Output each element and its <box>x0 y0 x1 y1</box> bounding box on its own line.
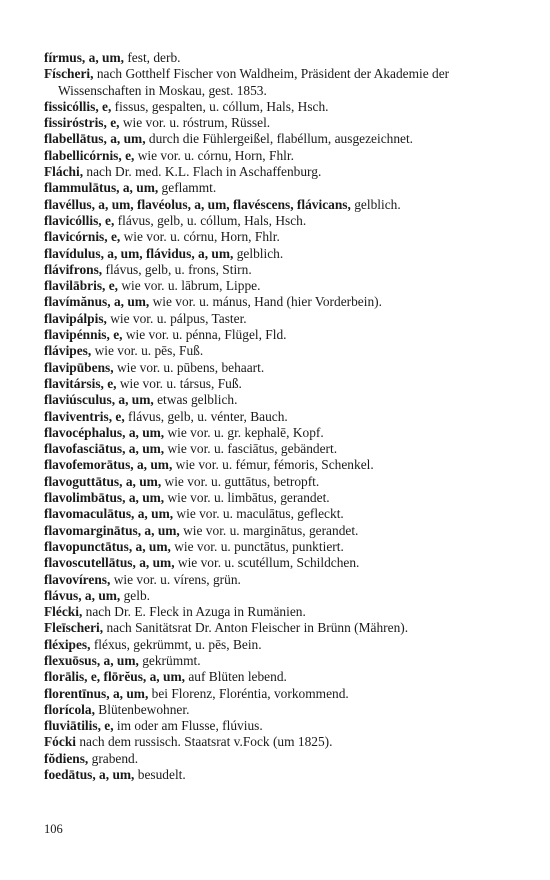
entry-headword: fírmus, a, um, <box>44 50 124 65</box>
dictionary-entry <box>44 131 514 147</box>
dictionary-entry <box>44 392 514 408</box>
dictionary-entry <box>44 180 514 196</box>
dictionary-entry <box>44 506 514 522</box>
entry-definition: wie vor. u. córnu, Horn, Fhlr. <box>120 229 280 245</box>
dictionary-entry <box>44 539 514 555</box>
entry-definition: wie vor. u. pálpus, Taster. <box>106 310 247 326</box>
entry-definition: fissus, gespalten, u. cóllum, Hals, Hsch. <box>111 98 329 114</box>
entry-definition: wie vor. u. fasciātus, gebändert. <box>164 441 338 457</box>
entry-headword: flavipūbens, <box>44 359 114 375</box>
entry-definition: nach dem russisch. Staatsrat v.Fock (um 1825). <box>76 734 333 750</box>
entry-headword: flavoguttātus, a, um, <box>44 473 162 489</box>
entry-headword: fissiróstris, e, <box>44 115 120 131</box>
entry-headword: flávipes, <box>44 343 92 359</box>
entry-headword: fléxipes, <box>44 636 91 652</box>
entry-headword: flavilābris, e, <box>44 278 119 294</box>
entry-definition: wie vor. u. punctātus, punktiert. <box>170 538 344 554</box>
dictionary-entry <box>44 115 514 131</box>
entry-definition: wie vor. u. vírens, grün. <box>110 571 241 587</box>
dictionary-entry <box>44 637 514 653</box>
dictionary-entry <box>44 360 514 376</box>
entry-headword: fissicóllis, e, <box>44 98 112 114</box>
entry-headword: Flécki, <box>44 604 83 620</box>
dictionary-entry <box>44 50 514 66</box>
dictionary-entry <box>44 327 514 343</box>
entry-headword: florentīnus, a, um, <box>44 685 149 701</box>
entry-headword: flavicórnis, e, <box>44 229 121 245</box>
entry-definition: wie vor. u. marginātus, gerandet. <box>179 522 359 538</box>
entry-definition: grabend. <box>88 750 139 766</box>
entry-definition: wie vor. u. fémur, fémoris, Schenkel. <box>172 457 374 473</box>
entry-headword: Físcheri, <box>44 66 94 82</box>
dictionary-entry <box>44 262 514 278</box>
entry-headword: florālis, e, flōrĕus, a, um, <box>44 669 185 685</box>
entry-definition: nach Dr. med. K.L. Flach in Aschaffenburg. <box>83 164 322 180</box>
dictionary-entry <box>44 343 514 359</box>
entry-definition: gekrümmt. <box>138 652 201 668</box>
dictionary-entry <box>44 425 514 441</box>
entry-headword: flaviúsculus, a, um, <box>44 392 154 408</box>
dictionary-entry <box>44 474 514 490</box>
dictionary-entry <box>44 457 514 473</box>
entry-headword: fluviātilis, e, <box>44 718 114 734</box>
dictionary-entry <box>44 686 514 702</box>
dictionary-entry <box>44 376 514 392</box>
dictionary-entry <box>44 555 514 571</box>
entry-definition: wie vor. u. társus, Fuß. <box>116 375 242 391</box>
entry-headword: flavitársis, e, <box>44 375 117 391</box>
entry-headword: flavofemorātus, a, um, <box>44 457 173 473</box>
entry-definition: durch die Fühlergeißel, flabéllum, ausgezeichnet. <box>145 131 414 147</box>
dictionary-entry <box>44 653 514 669</box>
entry-headword: Fláchi, <box>44 164 84 180</box>
dictionary-entry <box>44 669 514 685</box>
dictionary-entry <box>44 588 514 604</box>
dictionary-entry <box>44 294 514 310</box>
entry-headword: fŏdiens, <box>44 750 89 766</box>
entry-definition: wie vor. u. pēs, Fuß. <box>91 343 204 359</box>
entry-headword: flabellicórnis, e, <box>44 147 135 163</box>
dictionary-entry <box>44 751 514 767</box>
entry-definition: gelb. <box>120 587 151 603</box>
entry-headword: flavicóllis, e, <box>44 212 115 228</box>
dictionary-entry <box>44 164 514 180</box>
entry-definition: flávus, gelb, u. cóllum, Hals, Hsch. <box>114 212 307 228</box>
entry-headword: flávus, a, um, <box>44 587 121 603</box>
entry-headword: flavomaculātus, a, um, <box>44 506 174 522</box>
dictionary-entry <box>44 246 514 262</box>
entry-definition: wie vor. u. limbātus, gerandet. <box>164 490 330 506</box>
entry-definition: fest, derb. <box>123 50 181 65</box>
entry-headword: flavopunctātus, a, um, <box>44 538 171 554</box>
entry-definition: nach Sanitätsrat Dr. Anton Fleischer in Brünn (Mähren). <box>103 620 409 636</box>
entry-definition: etwas gelblich. <box>153 392 238 408</box>
entry-definition: im oder am Flusse, flúvius. <box>113 718 263 734</box>
entry-headword: flavéllus, a, um, flavéolus, a, um, flavéscens, flávicans, <box>44 196 351 212</box>
entry-definition: wie vor. u. pūbens, behaart. <box>113 359 265 375</box>
entry-definition: nach Gotthelf Fischer von Waldheim, Präsident der Akademie der Wissenschaften in Moskau, gest. 1853. <box>58 66 450 98</box>
dictionary-entry <box>44 620 514 636</box>
entry-headword: flaviventris, e, <box>44 408 125 424</box>
entry-list <box>44 50 514 783</box>
entry-definition: auf Blüten lebend. <box>184 669 287 685</box>
dictionary-entry <box>44 99 514 115</box>
dictionary-entry <box>44 213 514 229</box>
entry-headword: flavovírens, <box>44 571 111 587</box>
dictionary-entry <box>44 409 514 425</box>
dictionary-entry <box>44 702 514 718</box>
dictionary-entry <box>44 572 514 588</box>
entry-headword: flavocéphalus, a, um, <box>44 424 165 440</box>
entry-headword: flavipénnis, e, <box>44 327 123 343</box>
dictionary-entry <box>44 229 514 245</box>
entry-definition: gelblich. <box>233 245 284 261</box>
entry-headword: flabellātus, a, um, <box>44 131 146 147</box>
entry-definition: wie vor. u. guttātus, betropft. <box>161 473 320 489</box>
entry-definition: wie vor. u. gr. kephalē, Kopf. <box>164 424 324 440</box>
entry-definition: wie vor. u. scutéllum, Schildchen. <box>174 555 360 571</box>
page-number: 106 <box>44 822 63 836</box>
dictionary-entry <box>44 523 514 539</box>
dictionary-entry <box>44 604 514 620</box>
entry-headword: flavoscutellātus, a, um, <box>44 555 175 571</box>
entry-headword: flavofasciātus, a, um, <box>44 441 165 457</box>
entry-definition: Blütenbewohner. <box>94 701 190 717</box>
dictionary-entry <box>44 718 514 734</box>
entry-headword: flavomarginātus, a, um, <box>44 522 180 538</box>
dictionary-entry <box>44 311 514 327</box>
entry-definition: wie vor. u. maculātus, gefleckt. <box>173 506 344 522</box>
entry-definition: wie vor. u. córnu, Horn, Fhlr. <box>134 147 294 163</box>
entry-definition: wie vor. u. lābrum, Lippe. <box>118 278 261 294</box>
entry-headword: flavídulus, a, um, flávidus, a, um, <box>44 245 234 261</box>
entry-definition: nach Dr. E. Fleck in Azuga in Rumänien. <box>82 604 306 620</box>
dictionary-entry <box>44 197 514 213</box>
entry-headword: flammulātus, a, um, <box>44 180 159 196</box>
entry-headword: Fócki <box>44 734 76 750</box>
entry-headword: florícola, <box>44 701 95 717</box>
entry-headword: flavolimbātus, a, um, <box>44 490 165 506</box>
dictionary-entry <box>44 66 514 99</box>
entry-headword: flexuōsus, a, um, <box>44 652 139 668</box>
dictionary-entry <box>44 148 514 164</box>
entry-definition: gelblich. <box>350 196 401 212</box>
entry-headword: foedātus, a, um, <box>44 767 135 783</box>
entry-definition: flávus, gelb, u. vénter, Bauch. <box>124 408 288 424</box>
dictionary-entry <box>44 767 514 783</box>
entry-headword: Fleīscheri, <box>44 620 104 636</box>
entry-headword: flavímănus, a, um, <box>44 294 150 310</box>
dictionary-entry <box>44 441 514 457</box>
entry-definition: wie vor. u. mánus, Hand (hier Vorderbein). <box>149 294 382 310</box>
entry-definition: geflammt. <box>158 180 217 196</box>
dictionary-entry <box>44 734 514 750</box>
entry-headword: flavipálpis, <box>44 310 107 326</box>
dictionary-entry <box>44 490 514 506</box>
entry-definition: wie vor. u. róstrum, Rüssel. <box>119 115 271 131</box>
dictionary-entry <box>44 278 514 294</box>
entry-definition: flávus, gelb, u. frons, Stirn. <box>102 261 252 277</box>
entry-definition: bei Florenz, Floréntia, vorkommend. <box>148 685 349 701</box>
entry-definition: besudelt. <box>134 767 186 783</box>
entry-headword: flávifrons, <box>44 261 103 277</box>
entry-definition: wie vor. u. pénna, Flügel, Fld. <box>122 327 287 343</box>
entry-definition: fléxus, gekrümmt, u. pēs, Bein. <box>90 636 262 652</box>
